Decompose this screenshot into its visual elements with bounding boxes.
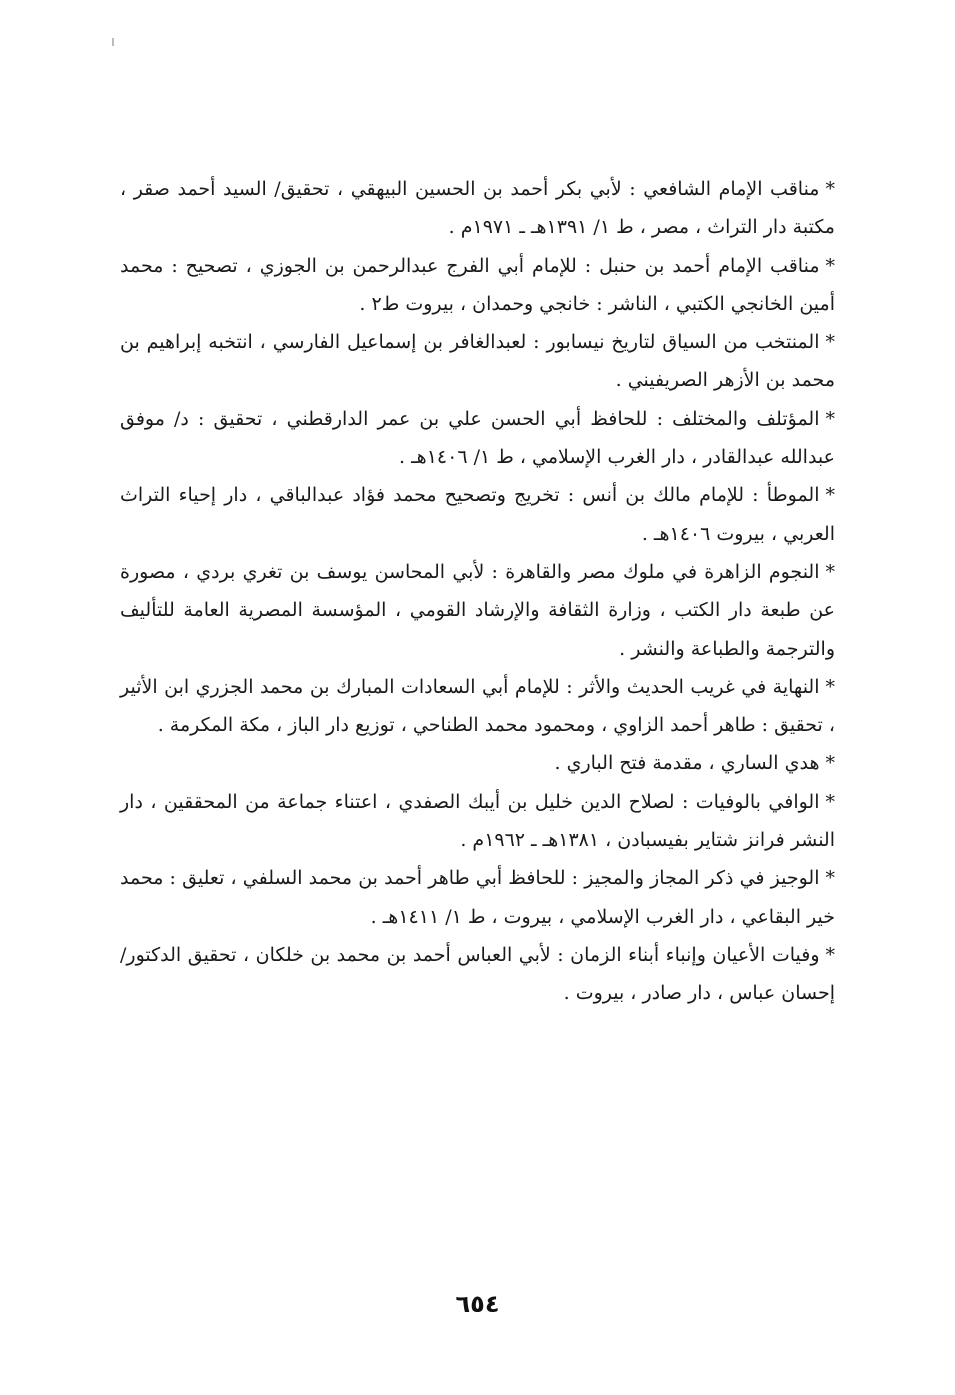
entry-marker: * [825,331,835,354]
bibliography-entry [120,936,835,1013]
entry-text: الوافي بالوفيات : لصلاح الدين خليل بن أيبك الصفدي ، اعتناء جماعة من المحققين ، دار النشر فرانز شتاير بفيسبادن ، ١٣٨١هـ ـ ١٩٦٢م . [120,790,835,852]
entry-text: المؤتلف والمختلف : للحافظ أبي الحسن علي بن عمر الدارقطني ، تحقيق : د/ موفق عبدالله عبدالقادر ، دار الغرب الإسلامي ، ط ١/ ١٤٠٦هـ . [120,407,835,469]
entry-marker: * [825,790,835,813]
entry-marker: * [825,178,835,200]
entry-marker: * [825,407,835,430]
bibliography-entry [120,400,835,477]
entry-text: مناقب الإمام الشافعي : لأبي بكر أحمد بن الحسين البيهقي ، تحقيق/ السيد أحمد صقر ، مكتبة دار التراث ، مصر ، ط ١/ ١٣٩١هـ ـ ١٩٧١م . [120,178,835,239]
entry-marker: * [825,867,835,890]
bibliography-entry [120,859,835,936]
entry-text: وفيات الأعيان وإنباء أبناء الزمان : لأبي العباس أحمد بن محمد بن خلكان ، تحقيق الدكتور/ إحسان عباس ، دار صادر ، بيروت . [120,943,835,1005]
bibliography-entry [120,323,835,400]
entry-marker: * [825,943,835,966]
bibliography-entry [120,553,835,668]
entry-text: هدي الساري ، مقدمة فتح الباري . [554,752,820,775]
entry-marker: * [825,752,835,775]
entry-text: الموطأ : للإمام مالك بن أنس : تخريج وتصحيح محمد فؤاد عبدالباقي ، دار إحياء التراث العربي ، بيروت ١٤٠٦هـ . [120,484,835,545]
bibliography-entry [120,783,835,860]
bibliography-entry [120,476,835,553]
entry-text: النجوم الزاهرة في ملوك مصر والقاهرة : لأبي المحاسن يوسف بن تغري بردي ، مصورة عن طبعة دار الكتب ، وزارة الثقافة والإرشاد القومي ، المؤسسة المصرية العامة للتأليف والترجمة والطباعة والنشر . [120,560,835,660]
scan-mark [112,38,114,46]
bibliography-entry [120,170,835,247]
bibliography-entry [120,668,835,745]
entry-text: النهاية في غريب الحديث والأثر : للإمام أبي السعادات المبارك بن محمد الجزري ابن الأثير ، تحقيق : طاهر أحمد الزاوي ، ومحمود محمد الطناحي ، توزيع دار الباز ، مكة المكرمة . [120,675,835,737]
bibliography-entry [120,247,835,324]
page-number: ٦٥٤ [455,1290,500,1318]
bibliography-entry [120,744,835,782]
entry-marker: * [825,560,835,583]
entry-text: الوجيز في ذكر المجاز والمجيز : للحافظ أبي طاهر أحمد بن محمد السلفي ، تعليق : محمد خير البقاعي ، دار الغرب الإسلامي ، بيروت ، ط ١/ ١٤١١هـ . [120,867,835,928]
entry-marker: * [825,484,835,507]
entry-text: مناقب الإمام أحمد بن حنبل : للإمام أبي الفرج عبدالرحمن بن الجوزي ، تصحيح : محمد أمين الخانجي الكتبي ، الناشر : خانجي وحمدان ، بيروت ط٢ . [120,254,835,315]
bibliography-list [120,170,835,1013]
entry-marker: * [825,254,835,277]
entry-marker: * [825,675,835,698]
entry-text: المنتخب من السياق لتاريخ نيسابور : لعبدالغافر بن إسماعيل الفارسي ، انتخبه إبراهيم بن محمد بن الأزهر الصريفيني . [120,331,835,392]
